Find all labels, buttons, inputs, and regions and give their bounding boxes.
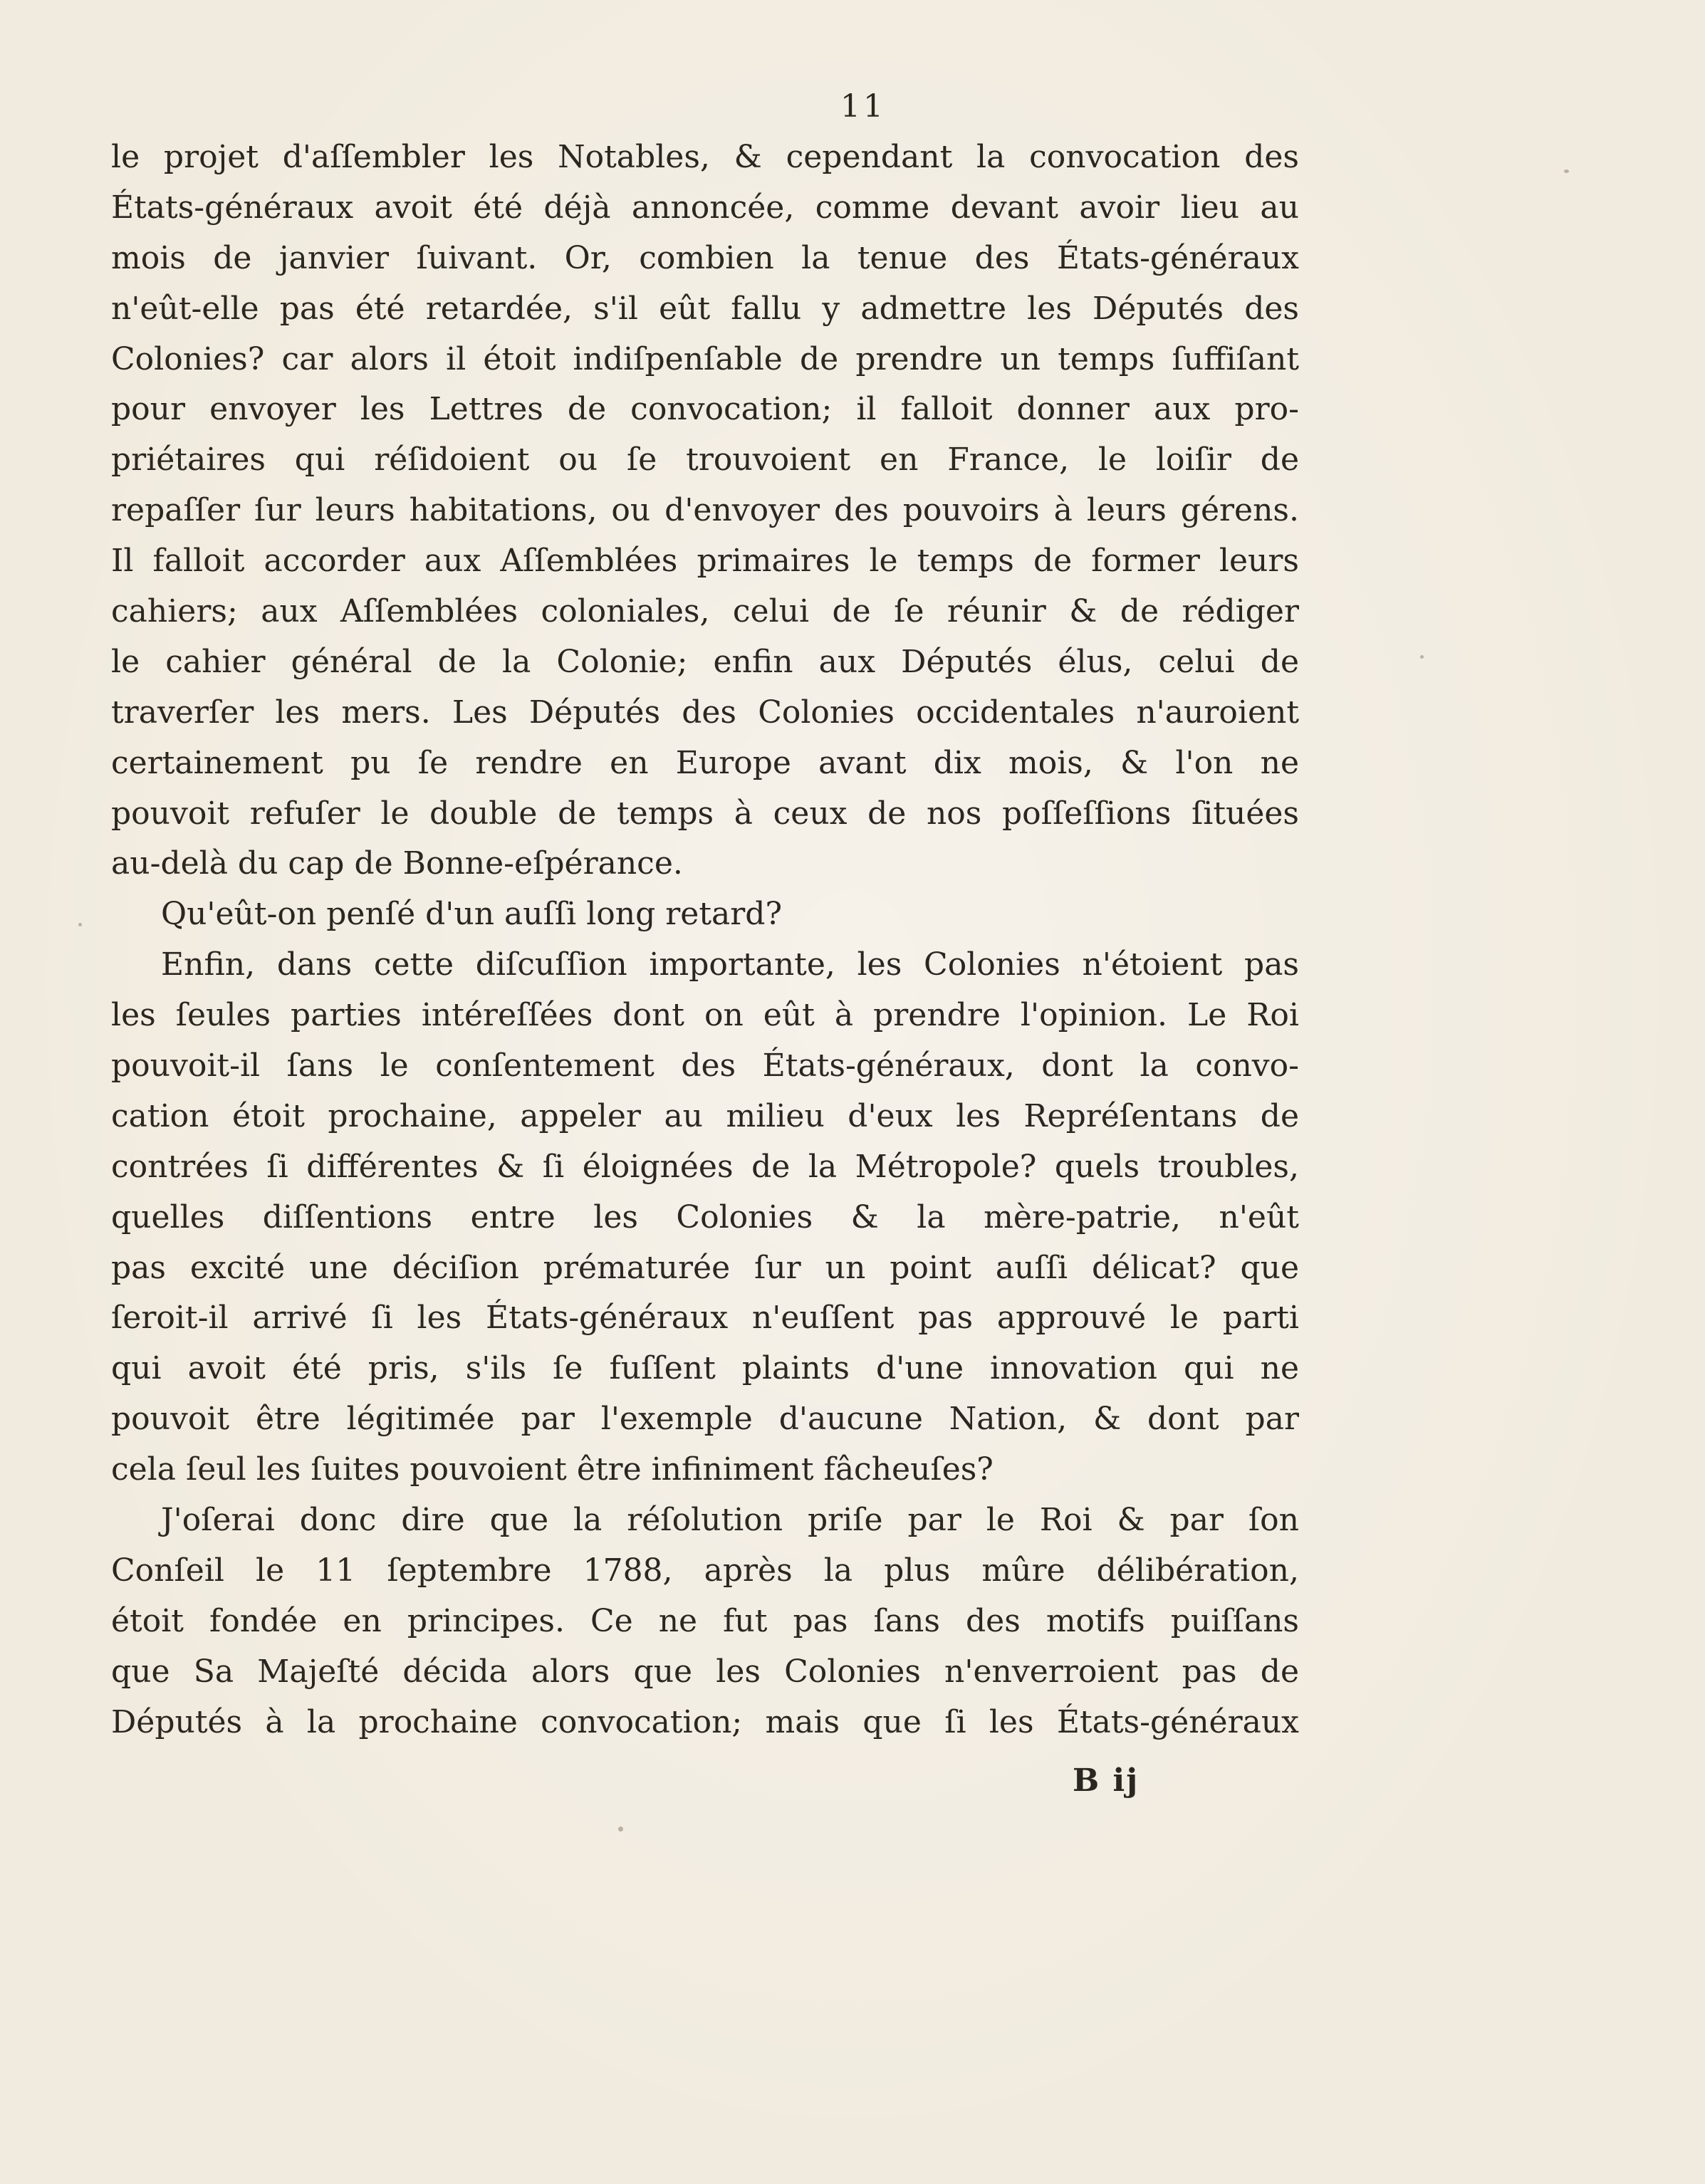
text-line-4: n'eût-elle pas été retardée, s'il eût fallu y admettre les Députés des (111, 290, 1299, 327)
text-line-17: Enfin, dans cette diſcuſſion importante, les Colonies n'étoient pas (161, 946, 1299, 983)
text-line-14: pouvoit refuſer le double de temps à ceux de nos poſſeſſions ſituées (111, 795, 1299, 832)
text-line-2: États-généraux avoit été déjà annoncée, comme devant avoir lieu au (111, 189, 1299, 226)
signature-mark: B ij (1073, 1762, 1140, 1799)
page-number: 11 (840, 88, 886, 125)
text-line-6: pour envoyer les Lettres de convocation; il falloit donner aux pro- (111, 391, 1299, 428)
text-line-12: traverſer les mers. Les Députés des Colonies occidentales n'auroient (111, 694, 1299, 731)
text-line-18: les ſeules parties intéreſſées dont on eût à prendre l'opinion. Le Roi (111, 997, 1299, 1034)
text-line-23: pas excité une déciſion prématurée ſur un point auſſi délicat? que (111, 1249, 1299, 1286)
text-line-19: pouvoit-il ſans le conſentement des États-généraux, dont la convo- (111, 1047, 1299, 1085)
text-line-27: cela ſeul les ſuites pouvoient être infiniment fâcheuſes? (111, 1451, 994, 1488)
text-line-8: repaſſer ſur leurs habitations, ou d'envoyer des pouvoirs à leurs gérens. (111, 492, 1299, 529)
text-line-24: ſeroit-il arrivé ſi les États-généraux n'euſſent pas approuvé le parti (111, 1300, 1299, 1337)
body-text (111, 132, 1299, 1748)
text-line-5: Colonies? car alors il étoit indiſpenſable de prendre un temps ſuffiſant (111, 340, 1299, 377)
text-line-30: étoit fondée en principes. Ce ne fut pas ſans des motifs puiſſans (111, 1602, 1299, 1639)
text-line-16: Qu'eût-on penſé d'un auſſi long retard? (161, 896, 783, 933)
text-line-32: Députés à la prochaine convocation; mais que ſi les États-généraux (111, 1703, 1299, 1740)
text-line-3: mois de janvier ſuivant. Or, combien la tenue des États-généraux (111, 239, 1299, 276)
text-line-11: le cahier général de la Colonie; enfin aux Députés élus, celui de (111, 643, 1299, 680)
text-line-15: au-delà du cap de Bonne-eſpérance. (111, 845, 683, 882)
paper-speck (1564, 169, 1569, 173)
paper-speck (618, 1827, 623, 1832)
text-line-1: le projet d'aſſembler les Notables, & cependant la convocation des (111, 139, 1299, 175)
text-line-13: certainement pu ſe rendre en Europe avant dix mois, & l'on ne (111, 744, 1299, 781)
text-line-29: Conſeil le 11 ſeptembre 1788, après la plus mûre délibération, (111, 1552, 1299, 1589)
text-line-31: que Sa Majeſté décida alors que les Colonies n'enverroient pas de (111, 1653, 1299, 1690)
text-line-26: pouvoit être légitimée par l'exemple d'aucune Nation, & dont par (111, 1401, 1299, 1438)
text-line-7: priétaires qui réſidoient ou ſe trouvoient en France, le loiſir de (111, 441, 1299, 479)
paper-speck (78, 923, 82, 926)
text-line-20: cation étoit prochaine, appeler au milieu d'eux les Repréſentans de (111, 1097, 1299, 1134)
text-line-22: quelles diſſentions entre les Colonies & la mère-patrie, n'eût (111, 1198, 1299, 1235)
paper-speck (1420, 655, 1424, 659)
text-line-9: Il falloit accorder aux Aſſemblées primaires le temps de former leurs (111, 543, 1299, 580)
text-line-10: cahiers; aux Aſſemblées coloniales, celui de ſe réunir & de rédiger (111, 593, 1299, 630)
text-line-28: J'oſerai donc dire que la réſolution priſe par le Roi & par ſon (161, 1502, 1299, 1539)
text-line-21: contrées ſi différentes & ſi éloignées de la Métropole? quels troubles, (111, 1148, 1299, 1185)
text-line-25: qui avoit été pris, s'ils ſe fuſſent plaints d'une innovation qui ne (111, 1350, 1299, 1387)
